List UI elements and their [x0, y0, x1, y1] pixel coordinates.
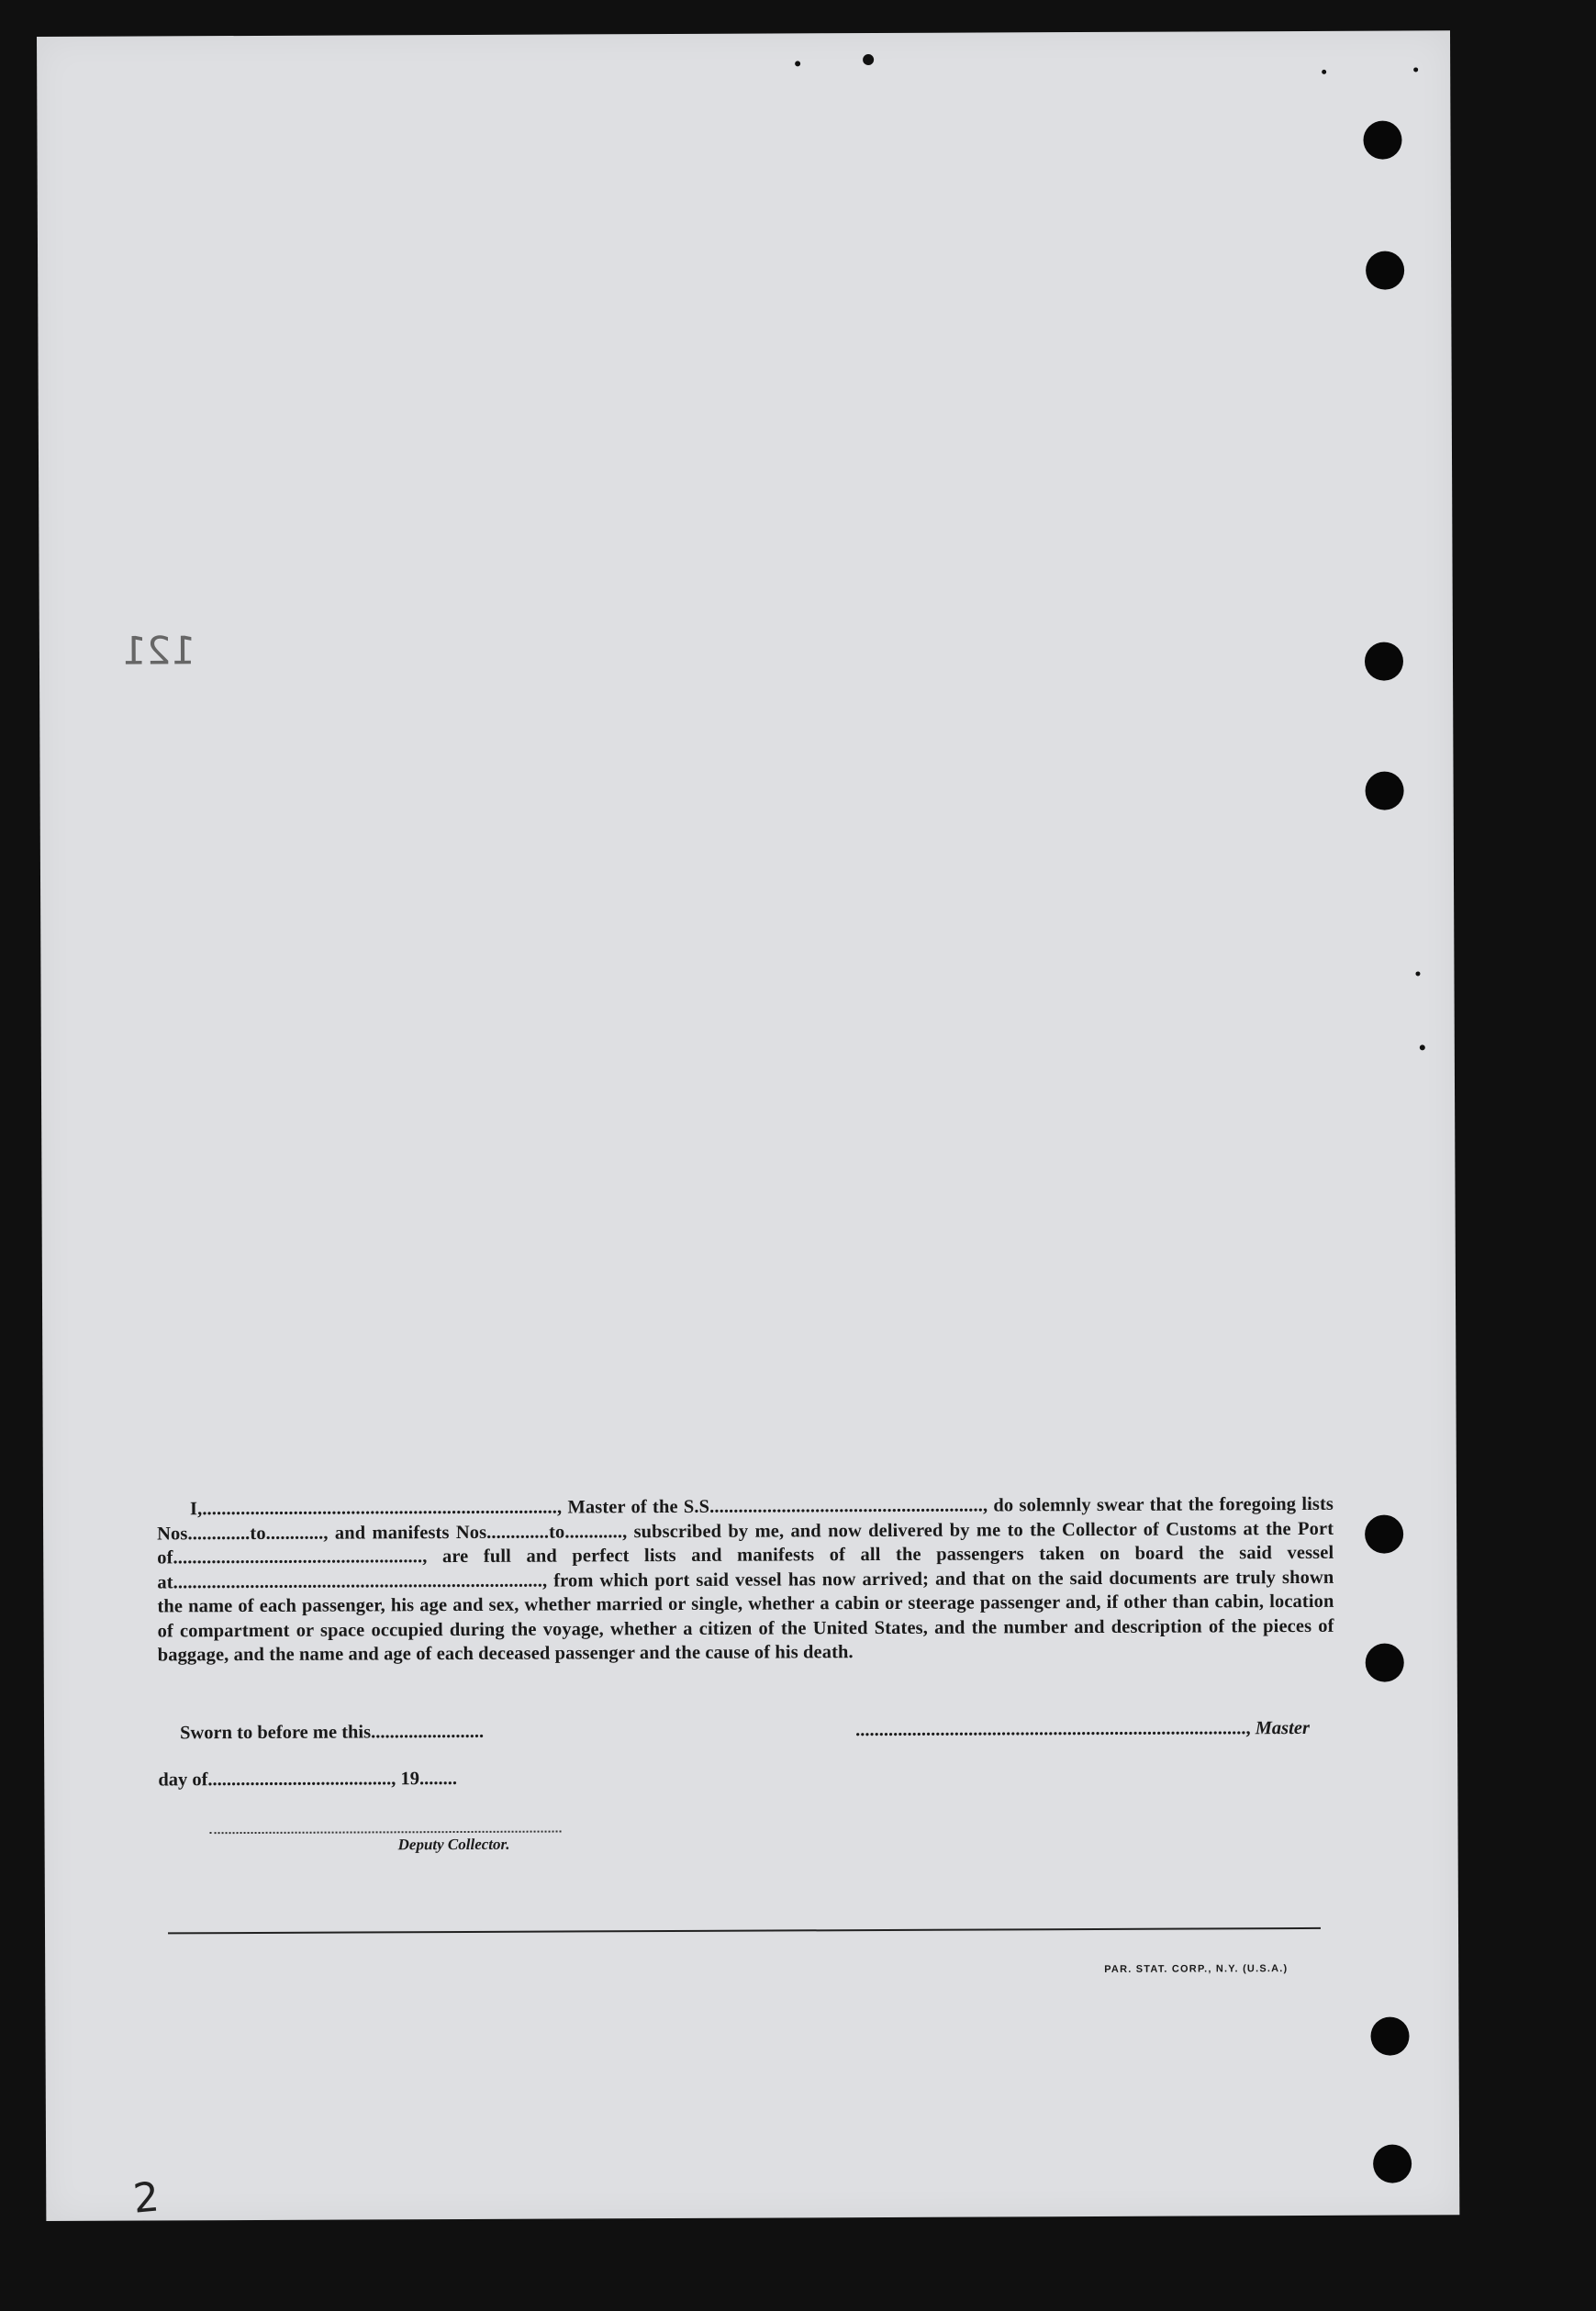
punch-hole: [1366, 1644, 1404, 1682]
day-line: day of......................................., 19........: [158, 1769, 458, 1791]
deputy-signature-line: [210, 1831, 562, 1835]
punch-hole: [1365, 642, 1403, 681]
deputy-collector-label: Deputy Collector.: [397, 1835, 510, 1854]
document-sheet: [37, 30, 1459, 2221]
oath-paragraph: [157, 1492, 1334, 1668]
margin-number: 121: [121, 628, 196, 674]
master-dots: ...................................................................................,: [855, 1718, 1256, 1741]
speck: [1413, 67, 1418, 72]
oath-text: I,.........................................................................., Master of the S.S........................................................., do solemnly swear that the foregoing lists Nos.............to............, and manifests Nos.............to............, subscribed by me, and now delivered by me to the Collector of Customs at the Port of...................................................., are full and perfect lists and manifests of all the passengers taken on board the said vessel at............................................................................., from which port said vessel has now arrived; and that on the said documents are truly shown the name of each passenger, his age and sex, whether married or single, whether a cabin or steerage passenger and, if other than cabin, location of compartment or space occupied during the voyage, whether a citizen of the United States, and the number and description of the pieces of baggage, and the name and age of each deceased passenger and the cause of his death.: [157, 1493, 1334, 1666]
speck: [1415, 971, 1420, 976]
sworn-prefix: Sworn to before me this........................: [180, 1721, 485, 1744]
speck: [1322, 70, 1326, 74]
handwritten-mark: 2: [131, 2173, 162, 2223]
punch-hole: [1363, 121, 1401, 160]
master-label: Master: [1255, 1717, 1310, 1739]
speck: [795, 61, 800, 66]
speck: [863, 54, 874, 65]
speck: [1420, 1044, 1425, 1050]
punch-hole: [1373, 2144, 1412, 2183]
punch-hole: [1366, 772, 1404, 810]
horizontal-rule: [168, 1927, 1321, 1934]
printer-imprint: PAR. STAT. CORP., N.Y. (U.S.A.): [1104, 1963, 1289, 1975]
punch-hole: [1365, 1515, 1403, 1554]
punch-hole: [1370, 2016, 1409, 2055]
punch-hole: [1366, 251, 1404, 290]
master-signature-line: [855, 1718, 1310, 1741]
